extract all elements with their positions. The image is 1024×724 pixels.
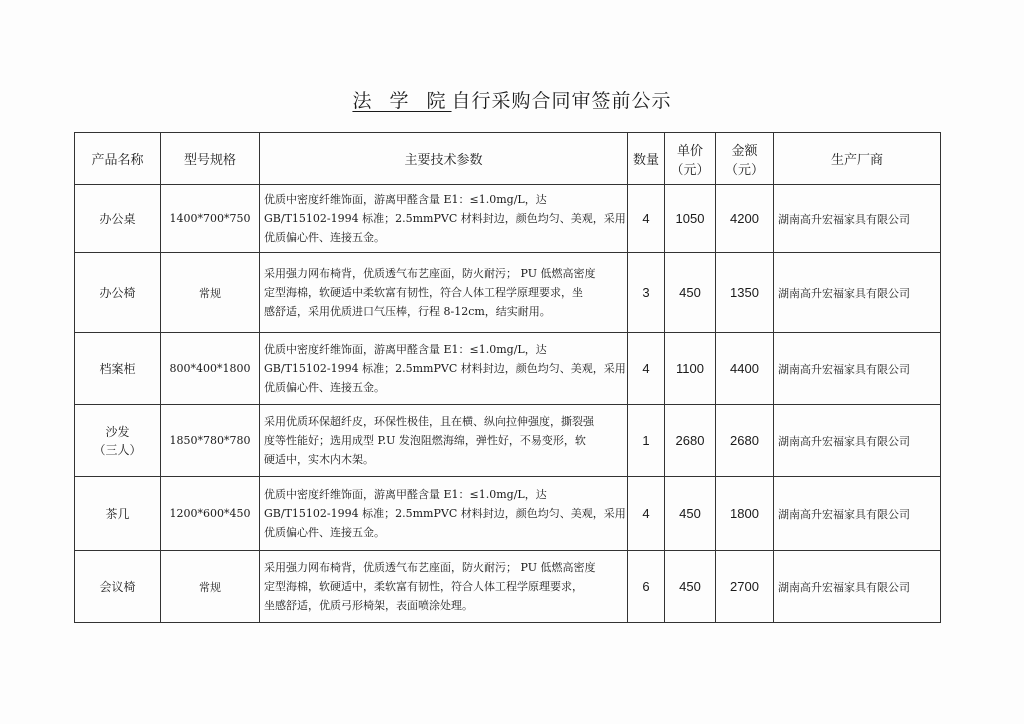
spec-line: 坐感舒适，优质弓形椅架，表面喷涂处理。	[264, 599, 473, 612]
cell-qty: 4	[628, 477, 665, 551]
cell-manufacturer: 湖南高升宏福家具有限公司	[774, 333, 941, 405]
header-row	[75, 133, 941, 185]
product-name-line: 茶几	[105, 506, 130, 521]
header-amount: 金额（元）	[716, 133, 774, 185]
cell-qty: 4	[628, 333, 665, 405]
cell-manufacturer: 湖南高升宏福家具有限公司	[774, 253, 941, 333]
header-manufacturer: 生产厂商	[774, 133, 941, 185]
spec-line: 优质中密度纤维饰面，游离甲醛含量 E1：≤1.0mg/L，达	[264, 343, 547, 356]
table-row	[75, 253, 941, 333]
cell-unit-price: 1050	[665, 185, 716, 253]
product-name-line: 办公桌	[99, 211, 136, 226]
spec-line: 定型海棉，软硬适中，柔软富有韧性，符合人体工程学原理要求，	[264, 580, 583, 593]
cell-amount: 1800	[716, 477, 774, 551]
cell-unit-price: 450	[665, 477, 716, 551]
cell-unit-price: 450	[665, 551, 716, 623]
cell-qty: 6	[628, 551, 665, 623]
cell-manufacturer: 湖南高升宏福家具有限公司	[774, 185, 941, 253]
cell-product-name	[75, 253, 161, 333]
cell-unit-price: 2680	[665, 405, 716, 477]
cell-spec	[260, 477, 628, 551]
cell-spec	[260, 185, 628, 253]
table-row	[75, 551, 941, 623]
title-text: 自行采购合同审签前公示	[451, 90, 672, 112]
cell-spec	[260, 551, 628, 623]
cell-model: 800*400*1800	[161, 333, 260, 405]
cell-manufacturer: 湖南高升宏福家具有限公司	[774, 551, 941, 623]
title-unit: 法 学 院	[352, 90, 452, 112]
spec-line: 优质中密度纤维饰面，游离甲醛含量 E1：≤1.0mg/L，达	[264, 488, 547, 501]
spec-line: 硬适中，实木内木架。	[264, 453, 374, 466]
header-model: 型号规格	[161, 133, 260, 185]
cell-amount: 4400	[716, 333, 774, 405]
cell-spec	[260, 253, 628, 333]
table-row	[75, 185, 941, 253]
spec-line: 感舒适，采用优质进口气压棒，行程 8-12cm，结实耐用。	[264, 305, 551, 318]
product-name-line: 会议椅	[99, 579, 136, 594]
cell-qty: 3	[628, 253, 665, 333]
spec-line: 度等性能好；选用成型 P.U 发泡阻燃海绵，弹性好，不易变形，软	[264, 434, 586, 447]
spec-line: 采用优质环保超纤皮，环保性极佳，且在横、纵向拉伸强度，撕裂强	[264, 415, 594, 428]
spec-line: GB/T15102-1994 标准；2.5mmPVC 材料封边，颜色均匀、美观，采用	[264, 212, 626, 225]
cell-spec	[260, 405, 628, 477]
document-title	[0, 86, 1024, 113]
cell-model: 1400*700*750	[161, 185, 260, 253]
table-row	[75, 405, 941, 477]
product-name-line: 沙发	[105, 424, 130, 439]
header-name: 产品名称	[75, 133, 161, 185]
cell-spec	[260, 333, 628, 405]
cell-manufacturer: 湖南高升宏福家具有限公司	[774, 477, 941, 551]
product-name-line: （三人）	[93, 442, 142, 457]
cell-qty: 1	[628, 405, 665, 477]
cell-product-name	[75, 477, 161, 551]
cell-product-name	[75, 333, 161, 405]
product-name-line: 办公椅	[99, 285, 136, 300]
cell-qty: 4	[628, 185, 665, 253]
spec-line: 定型海棉，软硬适中柔软富有韧性，符合人体工程学原理要求，坐	[264, 286, 583, 299]
cell-product-name	[75, 551, 161, 623]
table-row	[75, 477, 941, 551]
spec-line: 采用强力网布椅背，优质透气布艺座面，防火耐污； PU 低燃高密度	[264, 561, 596, 574]
cell-model: 常规	[161, 551, 260, 623]
product-name-line: 档案柜	[99, 361, 136, 376]
spec-line: 优质偏心件、连接五金。	[264, 526, 385, 539]
spec-line: 采用强力网布椅背，优质透气布艺座面，防火耐污； PU 低燃高密度	[264, 267, 596, 280]
cell-product-name	[75, 405, 161, 477]
spec-line: 优质偏心件、连接五金。	[264, 231, 385, 244]
cell-amount: 4200	[716, 185, 774, 253]
cell-model: 1200*600*450	[161, 477, 260, 551]
spec-line: 优质偏心件、连接五金。	[264, 381, 385, 394]
cell-unit-price: 1100	[665, 333, 716, 405]
spec-line: GB/T15102-1994 标准；2.5mmPVC 材料封边，颜色均匀、美观，采用	[264, 507, 626, 520]
header-spec: 主要技术参数	[260, 133, 628, 185]
cell-amount: 1350	[716, 253, 774, 333]
procurement-table	[74, 132, 941, 623]
cell-amount: 2700	[716, 551, 774, 623]
cell-amount: 2680	[716, 405, 774, 477]
cell-unit-price: 450	[665, 253, 716, 333]
header-qty: 数量	[628, 133, 665, 185]
table-row	[75, 333, 941, 405]
cell-model: 常规	[161, 253, 260, 333]
cell-product-name	[75, 185, 161, 253]
cell-model: 1850*780*780	[161, 405, 260, 477]
spec-line: GB/T15102-1994 标准；2.5mmPVC 材料封边，颜色均匀、美观，采用	[264, 362, 626, 375]
header-price: 单价（元）	[665, 133, 716, 185]
cell-manufacturer: 湖南高升宏福家具有限公司	[774, 405, 941, 477]
spec-line: 优质中密度纤维饰面，游离甲醛含量 E1：≤1.0mg/L，达	[264, 193, 547, 206]
table-body	[75, 185, 941, 623]
